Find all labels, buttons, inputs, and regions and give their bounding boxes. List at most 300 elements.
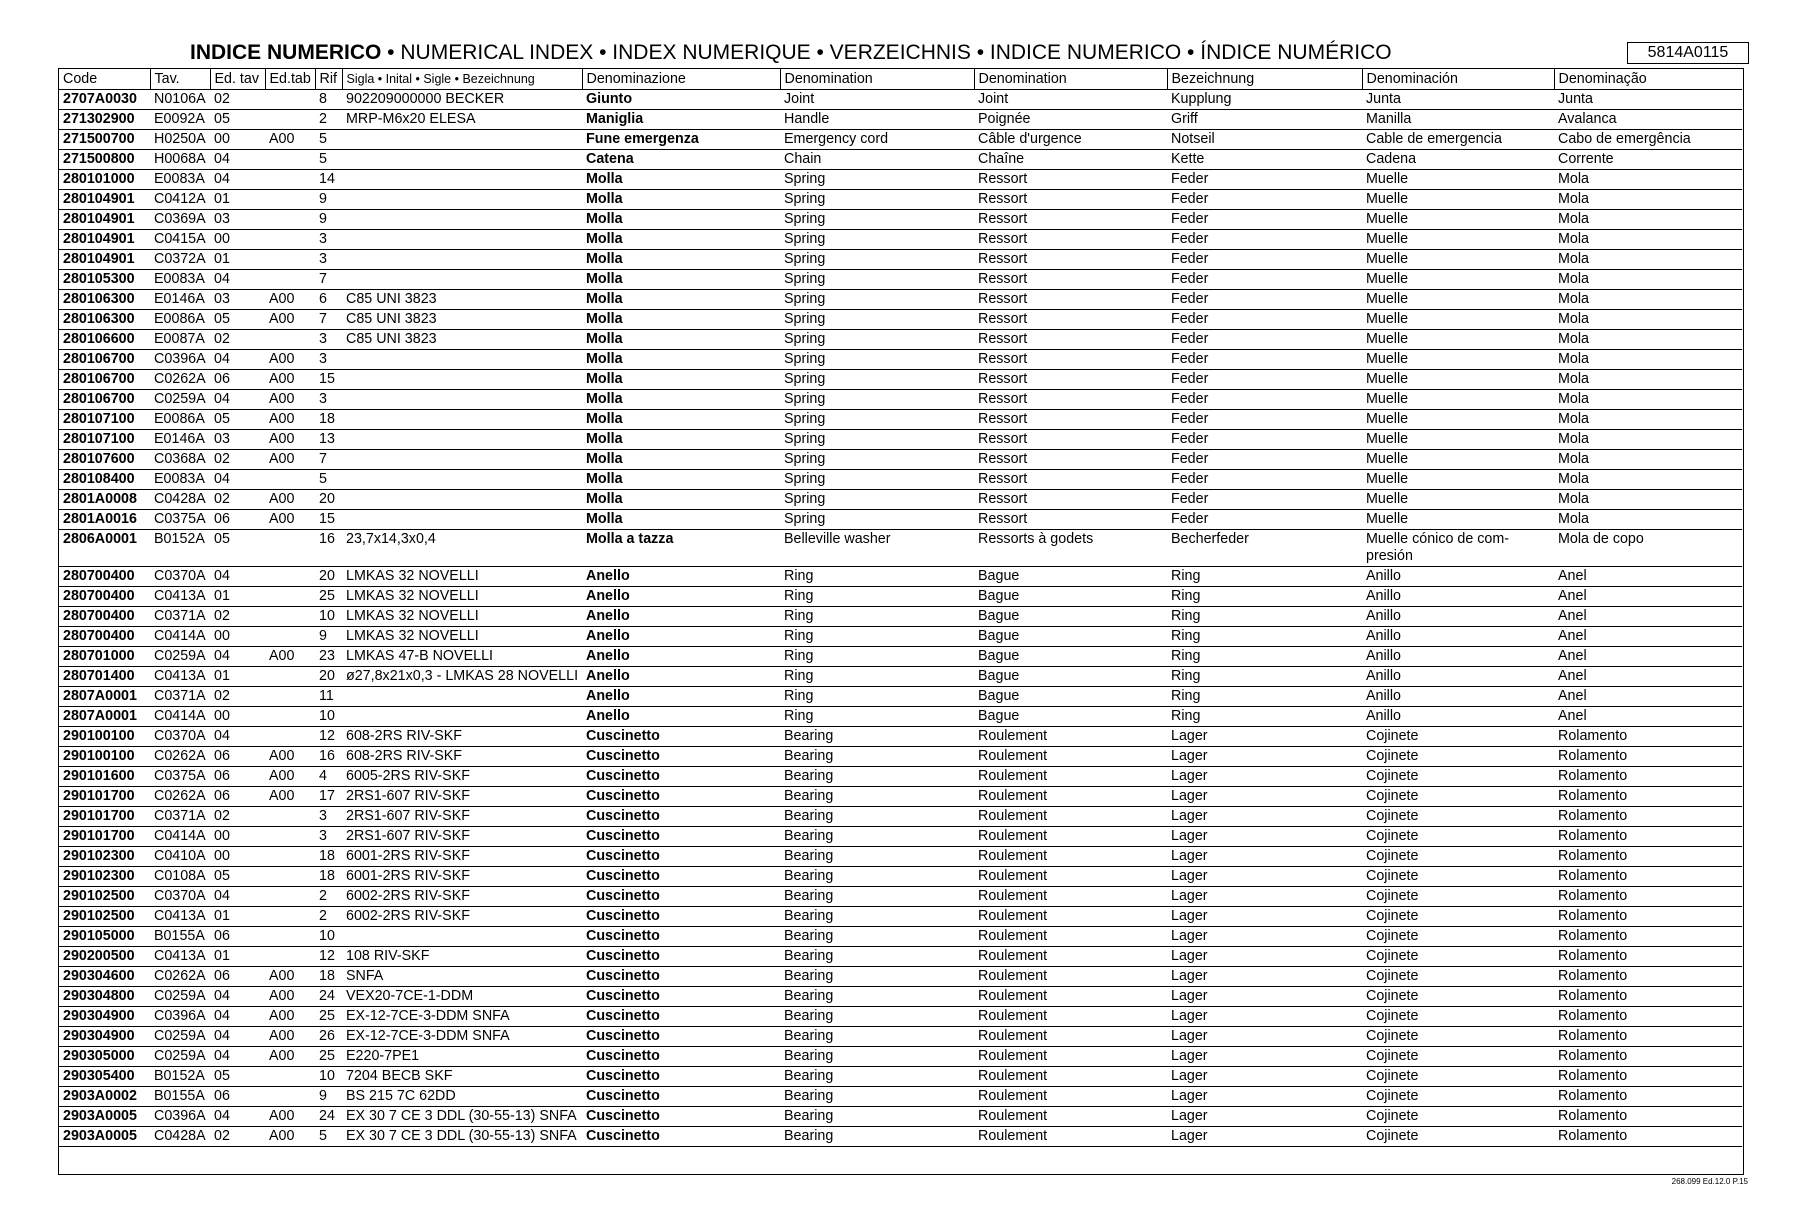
col-header-sigla: Sigla • Inital • Sigle • Bezeichnung [342, 69, 582, 90]
denominacao-cell: Anel [1554, 707, 1742, 727]
bezeichnung-cell: Feder [1167, 250, 1362, 270]
table-row [59, 1087, 1742, 1107]
rif-cell: 10 [315, 1067, 342, 1087]
denomination-fr-cell: Ressort [974, 190, 1167, 210]
denominacion-cell: Muelle [1362, 370, 1554, 390]
ed-tav-cell: 05 [210, 1067, 265, 1087]
denominacao-cell: Rolamento [1554, 1087, 1742, 1107]
rif-cell: 4 [315, 767, 342, 787]
bezeichnung-cell: Lager [1167, 787, 1362, 807]
denominacion-cell: Cojinete [1362, 1107, 1554, 1127]
table-row [59, 947, 1742, 967]
sigla-cell [342, 370, 582, 390]
denomination-fr-cell: Roulement [974, 1027, 1167, 1047]
code-cell: 290304800 [59, 987, 150, 1007]
bezeichnung-cell: Ring [1167, 687, 1362, 707]
tav-cell: C0412A [150, 190, 210, 210]
ed-tav-cell: 05 [210, 310, 265, 330]
bezeichnung-cell: Lager [1167, 727, 1362, 747]
ed-tav-cell: 04 [210, 150, 265, 170]
table-row [59, 390, 1742, 410]
denomination-en-cell: Spring [780, 510, 974, 530]
sigla-cell: C85 UNI 3823 [342, 290, 582, 310]
ed-tav-cell: 06 [210, 510, 265, 530]
denominacion-cell: Cojinete [1362, 847, 1554, 867]
rif-cell: 20 [315, 490, 342, 510]
denomination-en-cell: Ring [780, 627, 974, 647]
col-header-denominacao: Denominação [1554, 69, 1742, 90]
bezeichnung-cell: Lager [1167, 1007, 1362, 1027]
denominacion-cell: Cojinete [1362, 927, 1554, 947]
bezeichnung-cell: Feder [1167, 330, 1362, 350]
tav-cell: C0396A [150, 350, 210, 370]
tav-cell: C0370A [150, 727, 210, 747]
denominazione-cell: Molla [582, 330, 780, 350]
ed-tav-cell: 02 [210, 1127, 265, 1147]
denominacion-cell: Muelle [1362, 270, 1554, 290]
denominazione-cell: Maniglia [582, 110, 780, 130]
bezeichnung-cell: Griff [1167, 110, 1362, 130]
code-cell: 2806A0001 [59, 530, 150, 567]
code-cell: 2807A0001 [59, 687, 150, 707]
table-row [59, 510, 1742, 530]
code-cell: 290101700 [59, 807, 150, 827]
denominazione-cell: Cuscinetto [582, 727, 780, 747]
denomination-fr-cell: Roulement [974, 867, 1167, 887]
denomination-en-cell: Ring [780, 587, 974, 607]
bezeichnung-cell: Feder [1167, 390, 1362, 410]
ed-tav-cell: 03 [210, 210, 265, 230]
bezeichnung-cell: Ring [1167, 607, 1362, 627]
tav-cell: C0262A [150, 747, 210, 767]
sigla-cell: 2RS1-607 RIV-SKF [342, 787, 582, 807]
denomination-fr-cell: Ressort [974, 230, 1167, 250]
tav-cell: C0369A [150, 210, 210, 230]
ed-tav-cell: 03 [210, 290, 265, 310]
table-row [59, 90, 1742, 110]
denominacion-cell: Anillo [1362, 587, 1554, 607]
denominacion-cell: Muelle [1362, 170, 1554, 190]
table-row [59, 110, 1742, 130]
bezeichnung-cell: Lager [1167, 847, 1362, 867]
bezeichnung-cell: Lager [1167, 747, 1362, 767]
ed-tav-cell: 04 [210, 270, 265, 290]
denominazione-cell: Cuscinetto [582, 987, 780, 1007]
table-row [59, 967, 1742, 987]
sigla-cell: 6002-2RS RIV-SKF [342, 887, 582, 907]
code-cell: 280104901 [59, 250, 150, 270]
denominacion-cell: Anillo [1362, 667, 1554, 687]
denomination-fr-cell: Roulement [974, 1047, 1167, 1067]
ed-tav-cell: 04 [210, 1047, 265, 1067]
denomination-en-cell: Bearing [780, 987, 974, 1007]
denomination-fr-cell: Poignée [974, 110, 1167, 130]
rif-cell: 8 [315, 90, 342, 110]
ed-tav-cell: 04 [210, 390, 265, 410]
table-row [59, 1027, 1742, 1047]
ed-tav-cell: 04 [210, 887, 265, 907]
rif-cell: 2 [315, 907, 342, 927]
denominacao-cell: Rolamento [1554, 1127, 1742, 1147]
rif-cell: 15 [315, 510, 342, 530]
code-cell: 280700400 [59, 567, 150, 587]
ed-tab-cell [265, 727, 315, 747]
denominacao-cell: Rolamento [1554, 907, 1742, 927]
sigla-cell: EX-12-7CE-3-DDM SNFA [342, 1027, 582, 1047]
denomination-fr-cell: Roulement [974, 807, 1167, 827]
denomination-en-cell: Spring [780, 350, 974, 370]
tav-cell: E0086A [150, 410, 210, 430]
denominacion-cell: Muelle cónico de com-presión [1362, 530, 1554, 567]
ed-tav-cell: 01 [210, 947, 265, 967]
tav-cell: C0375A [150, 510, 210, 530]
denomination-fr-cell: Ressort [974, 430, 1167, 450]
bezeichnung-cell: Feder [1167, 510, 1362, 530]
code-cell: 290200500 [59, 947, 150, 967]
ed-tav-cell: 00 [210, 707, 265, 727]
ed-tab-cell: A00 [265, 450, 315, 470]
ed-tav-cell: 02 [210, 807, 265, 827]
table-row [59, 310, 1742, 330]
table-row [59, 767, 1742, 787]
code-cell: 290100100 [59, 727, 150, 747]
code-cell: 280700400 [59, 607, 150, 627]
code-cell: 290102500 [59, 907, 150, 927]
ed-tab-cell [265, 947, 315, 967]
denomination-fr-cell: Ressort [974, 250, 1167, 270]
denominacao-cell: Mola [1554, 250, 1742, 270]
sigla-cell: 2RS1-607 RIV-SKF [342, 807, 582, 827]
denominazione-cell: Cuscinetto [582, 1047, 780, 1067]
denomination-en-cell: Bearing [780, 1007, 974, 1027]
sigla-cell: 2RS1-607 RIV-SKF [342, 827, 582, 847]
tav-cell: C0413A [150, 947, 210, 967]
rif-cell: 20 [315, 567, 342, 587]
tav-cell: C0372A [150, 250, 210, 270]
rif-cell: 25 [315, 1007, 342, 1027]
table-row [59, 350, 1742, 370]
code-cell: 2903A0005 [59, 1107, 150, 1127]
denomination-en-cell: Ring [780, 707, 974, 727]
ed-tav-cell: 04 [210, 170, 265, 190]
denominazione-cell: Cuscinetto [582, 927, 780, 947]
ed-tab-cell [265, 190, 315, 210]
tav-cell: E0083A [150, 270, 210, 290]
sigla-cell [342, 450, 582, 470]
denominacao-cell: Rolamento [1554, 987, 1742, 1007]
rif-cell: 5 [315, 150, 342, 170]
denominacion-cell: Cojinete [1362, 747, 1554, 767]
table-row [59, 707, 1742, 727]
denomination-en-cell: Bearing [780, 1027, 974, 1047]
denominacao-cell: Anel [1554, 687, 1742, 707]
sigla-cell [342, 510, 582, 530]
denomination-fr-cell: Roulement [974, 767, 1167, 787]
bezeichnung-cell: Feder [1167, 270, 1362, 290]
denominazione-cell: Anello [582, 567, 780, 587]
tav-cell: C0371A [150, 607, 210, 627]
denomination-en-cell: Ring [780, 647, 974, 667]
tav-cell: C0108A [150, 867, 210, 887]
denominacion-cell: Cojinete [1362, 947, 1554, 967]
denomination-fr-cell: Bague [974, 587, 1167, 607]
denominacion-cell: Muelle [1362, 190, 1554, 210]
denomination-en-cell: Bearing [780, 1127, 974, 1147]
ed-tab-cell [265, 867, 315, 887]
ed-tav-cell: 02 [210, 90, 265, 110]
denomination-en-cell: Chain [780, 150, 974, 170]
denominazione-cell: Giunto [582, 90, 780, 110]
code-cell: 280106700 [59, 350, 150, 370]
table-row [59, 687, 1742, 707]
denominacion-cell: Muelle [1362, 350, 1554, 370]
tav-cell: C0259A [150, 647, 210, 667]
ed-tav-cell: 00 [210, 827, 265, 847]
rif-cell: 23 [315, 647, 342, 667]
table-row [59, 490, 1742, 510]
denominacao-cell: Mola [1554, 230, 1742, 250]
denomination-fr-cell: Ressort [974, 330, 1167, 350]
tav-cell: B0152A [150, 530, 210, 567]
rif-cell: 9 [315, 190, 342, 210]
sigla-cell [342, 390, 582, 410]
tav-cell: C0415A [150, 230, 210, 250]
denominacion-cell: Muelle [1362, 210, 1554, 230]
tav-cell: C0370A [150, 887, 210, 907]
sigla-cell [342, 210, 582, 230]
denomination-fr-cell: Roulement [974, 827, 1167, 847]
bezeichnung-cell: Lager [1167, 1127, 1362, 1147]
sigla-cell: BS 215 7C 62DD [342, 1087, 582, 1107]
table-row [59, 1007, 1742, 1027]
page-title [190, 38, 1500, 68]
sigla-cell [342, 350, 582, 370]
bezeichnung-cell: Feder [1167, 490, 1362, 510]
table-row [59, 270, 1742, 290]
table-header-row [59, 69, 1742, 90]
ed-tav-cell: 04 [210, 1107, 265, 1127]
denomination-en-cell: Joint [780, 90, 974, 110]
bezeichnung-cell: Lager [1167, 827, 1362, 847]
denominacion-cell: Manilla [1362, 110, 1554, 130]
denominacion-cell: Cadena [1362, 150, 1554, 170]
bezeichnung-cell: Feder [1167, 430, 1362, 450]
tav-cell: E0083A [150, 470, 210, 490]
denomination-en-cell: Belleville washer [780, 530, 974, 567]
denominazione-cell: Anello [582, 587, 780, 607]
code-cell: 280104901 [59, 230, 150, 250]
ed-tav-cell: 00 [210, 847, 265, 867]
col-header-denominazione: Denominazione [582, 69, 780, 90]
tav-cell: C0413A [150, 907, 210, 927]
denomination-fr-cell: Ressort [974, 290, 1167, 310]
denomination-fr-cell: Roulement [974, 907, 1167, 927]
code-cell: 2801A0016 [59, 510, 150, 530]
denominacion-cell: Muelle [1362, 310, 1554, 330]
denomination-en-cell: Bearing [780, 867, 974, 887]
table-row [59, 887, 1742, 907]
code-cell: 290101600 [59, 767, 150, 787]
denominazione-cell: Molla a tazza [582, 530, 780, 567]
denominazione-cell: Molla [582, 470, 780, 490]
ed-tab-cell: A00 [265, 350, 315, 370]
tav-cell: C0428A [150, 1127, 210, 1147]
denominacion-cell: Muelle [1362, 330, 1554, 350]
ed-tav-cell: 05 [210, 410, 265, 430]
code-cell: 290101700 [59, 787, 150, 807]
sigla-cell: 7204 BECB SKF [342, 1067, 582, 1087]
table-row [59, 627, 1742, 647]
rif-cell: 18 [315, 410, 342, 430]
tav-cell: C0370A [150, 567, 210, 587]
denomination-fr-cell: Bague [974, 687, 1167, 707]
col-header-rif: Rif [315, 69, 342, 90]
table-row [59, 647, 1742, 667]
code-cell: 290105000 [59, 927, 150, 947]
sigla-cell [342, 927, 582, 947]
denominazione-cell: Catena [582, 150, 780, 170]
denominacion-cell: Cojinete [1362, 1087, 1554, 1107]
tav-cell: C0262A [150, 967, 210, 987]
tav-cell: C0410A [150, 847, 210, 867]
denominacao-cell: Mola [1554, 430, 1742, 450]
col-header-tav: Tav. [150, 69, 210, 90]
denominacion-cell: Muelle [1362, 450, 1554, 470]
rif-cell: 3 [315, 350, 342, 370]
bezeichnung-cell: Kette [1167, 150, 1362, 170]
tav-cell: N0106A [150, 90, 210, 110]
rif-cell: 5 [315, 130, 342, 150]
code-cell: 280106300 [59, 310, 150, 330]
sigla-cell: 23,7x14,3x0,4 [342, 530, 582, 567]
denomination-en-cell: Bearing [780, 827, 974, 847]
bezeichnung-cell: Feder [1167, 290, 1362, 310]
denominacao-cell: Mola [1554, 370, 1742, 390]
ed-tab-cell [265, 1067, 315, 1087]
tav-cell: C0375A [150, 767, 210, 787]
ed-tav-cell: 00 [210, 130, 265, 150]
rif-cell: 3 [315, 250, 342, 270]
denominacao-cell: Mola [1554, 190, 1742, 210]
rif-cell: 7 [315, 450, 342, 470]
denominacao-cell: Rolamento [1554, 927, 1742, 947]
denomination-en-cell: Ring [780, 687, 974, 707]
table-row [59, 470, 1742, 490]
code-cell: 290304600 [59, 967, 150, 987]
table-row [59, 290, 1742, 310]
tav-cell: C0414A [150, 827, 210, 847]
code-cell: 280106700 [59, 370, 150, 390]
table-row [59, 787, 1742, 807]
denomination-fr-cell: Ressort [974, 350, 1167, 370]
denomination-en-cell: Spring [780, 270, 974, 290]
denomination-en-cell: Bearing [780, 947, 974, 967]
denominacion-cell: Muelle [1362, 230, 1554, 250]
ed-tav-cell: 02 [210, 330, 265, 350]
denominacion-cell: Cojinete [1362, 967, 1554, 987]
denominazione-cell: Molla [582, 510, 780, 530]
ed-tav-cell: 02 [210, 607, 265, 627]
denominazione-cell: Cuscinetto [582, 907, 780, 927]
denominacao-cell: Anel [1554, 627, 1742, 647]
tav-cell: C0371A [150, 687, 210, 707]
sigla-cell: LMKAS 32 NOVELLI [342, 627, 582, 647]
code-cell: 290305400 [59, 1067, 150, 1087]
denominacao-cell: Rolamento [1554, 1067, 1742, 1087]
denominazione-cell: Molla [582, 450, 780, 470]
denominacion-cell: Junta [1362, 90, 1554, 110]
sigla-cell: 6001-2RS RIV-SKF [342, 867, 582, 887]
denomination-en-cell: Bearing [780, 887, 974, 907]
ed-tab-cell [265, 807, 315, 827]
table-row [59, 130, 1742, 150]
bezeichnung-cell: Lager [1167, 867, 1362, 887]
rif-cell: 9 [315, 627, 342, 647]
rif-cell: 18 [315, 867, 342, 887]
code-cell: 2903A0002 [59, 1087, 150, 1107]
ed-tab-cell [265, 887, 315, 907]
ed-tab-cell: A00 [265, 987, 315, 1007]
code-cell: 2903A0005 [59, 1127, 150, 1147]
denomination-en-cell: Bearing [780, 907, 974, 927]
sigla-cell [342, 490, 582, 510]
sigla-cell: 6001-2RS RIV-SKF [342, 847, 582, 867]
denomination-en-cell: Spring [780, 450, 974, 470]
bezeichnung-cell: Lager [1167, 1047, 1362, 1067]
ed-tav-cell: 02 [210, 490, 265, 510]
ed-tab-cell [265, 707, 315, 727]
denomination-fr-cell: Ressort [974, 310, 1167, 330]
denomination-fr-cell: Roulement [974, 1087, 1167, 1107]
tav-cell: C0259A [150, 987, 210, 1007]
denominazione-cell: Cuscinetto [582, 887, 780, 907]
code-cell: 280701400 [59, 667, 150, 687]
denominazione-cell: Cuscinetto [582, 767, 780, 787]
ed-tab-cell [265, 1087, 315, 1107]
denominacao-cell: Mola de copo [1554, 530, 1742, 567]
denomination-fr-cell: Ressort [974, 410, 1167, 430]
ed-tav-cell: 02 [210, 687, 265, 707]
denominacao-cell: Rolamento [1554, 1047, 1742, 1067]
sigla-cell [342, 130, 582, 150]
code-cell: 280107600 [59, 450, 150, 470]
ed-tab-cell: A00 [265, 510, 315, 530]
index-table [59, 69, 1742, 1147]
table-row [59, 530, 1742, 567]
denomination-fr-cell: Ressort [974, 370, 1167, 390]
ed-tab-cell: A00 [265, 1127, 315, 1147]
table-row [59, 1067, 1742, 1087]
bezeichnung-cell: Feder [1167, 470, 1362, 490]
ed-tav-cell: 05 [210, 867, 265, 887]
tav-cell: C0259A [150, 390, 210, 410]
ed-tav-cell: 03 [210, 430, 265, 450]
sigla-cell [342, 687, 582, 707]
denominazione-cell: Molla [582, 290, 780, 310]
denominacion-cell: Muelle [1362, 250, 1554, 270]
ed-tab-cell: A00 [265, 490, 315, 510]
tav-cell: E0087A [150, 330, 210, 350]
denominazione-cell: Molla [582, 270, 780, 290]
denomination-fr-cell: Ressort [974, 450, 1167, 470]
denominacion-cell: Cojinete [1362, 1007, 1554, 1027]
denomination-fr-cell: Roulement [974, 727, 1167, 747]
denominacao-cell: Mola [1554, 330, 1742, 350]
denominazione-cell: Cuscinetto [582, 787, 780, 807]
denominazione-cell: Fune emergenza [582, 130, 780, 150]
denomination-en-cell: Bearing [780, 847, 974, 867]
ed-tab-cell [265, 587, 315, 607]
